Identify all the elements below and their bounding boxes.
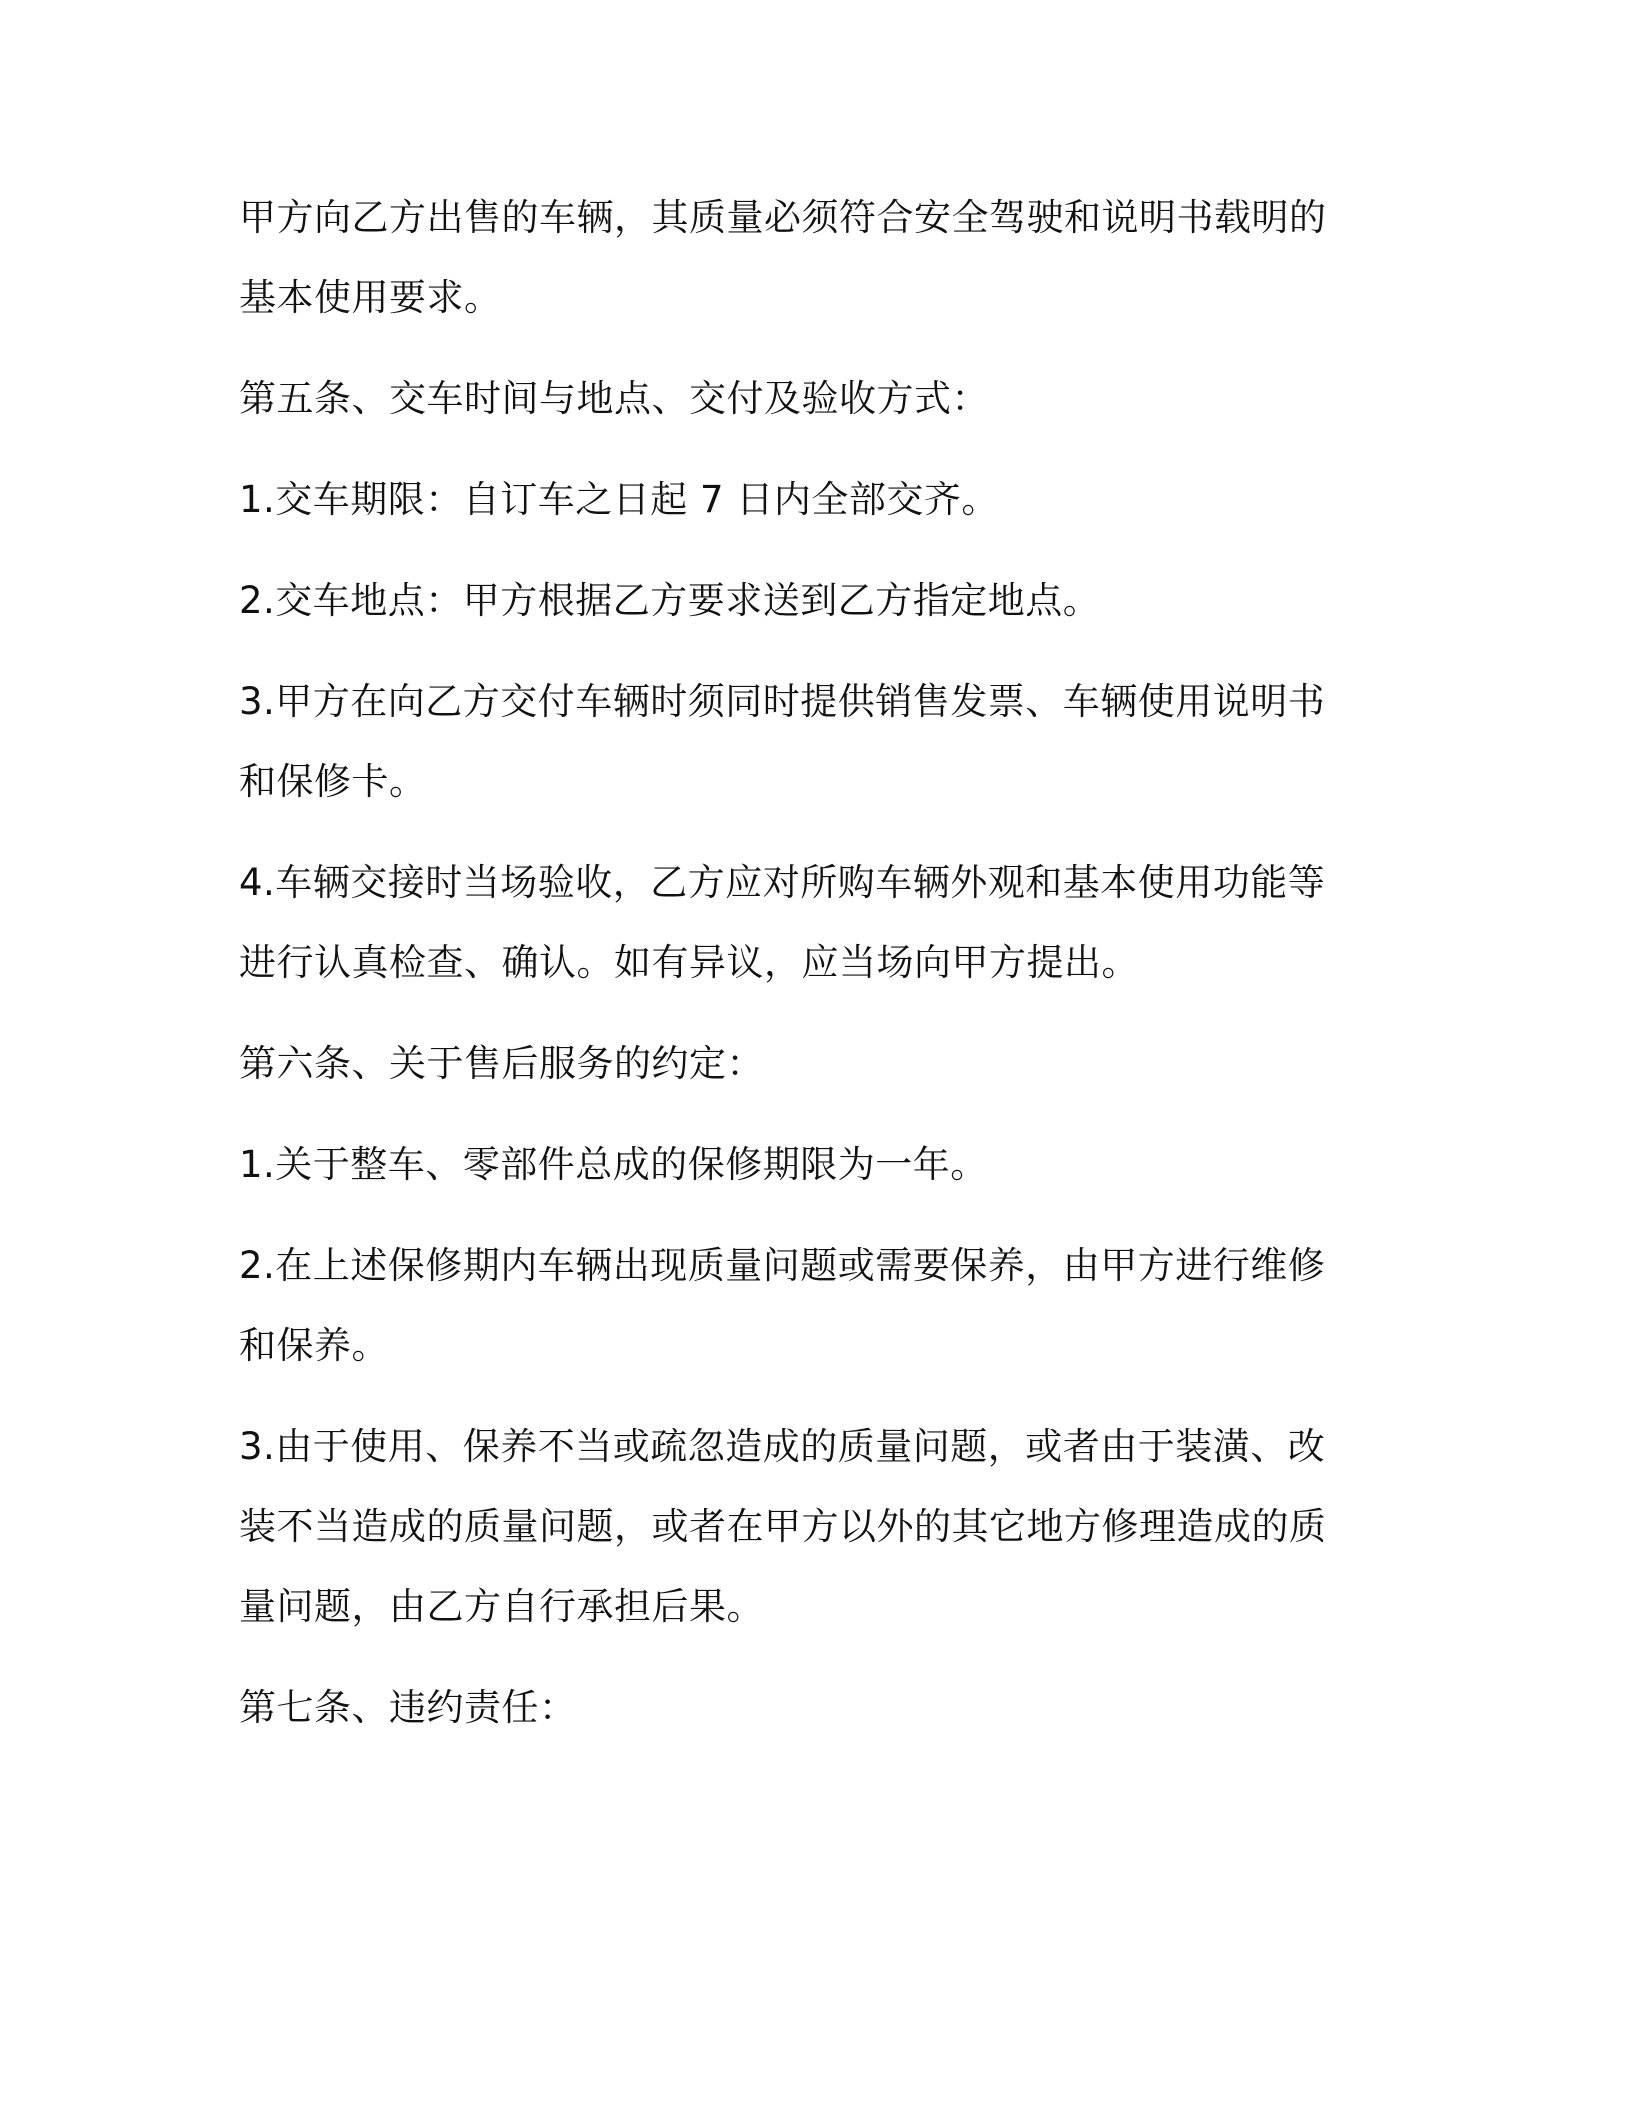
article-5-heading: 第五条、交车时间与地点、交付及验收方式： [239,377,989,420]
article-5-item-4: 4.车辆交接时当场验收，乙方应对所购车辆外观和基本使用功能等进行认真检查、确认。如有异议，应当场向甲方提出。 [239,861,1326,984]
paragraph-quality-requirement: 甲方向乙方出售的车辆，其质量必须符合安全驾驶和说明书载明的基本使用要求。 [239,196,1327,319]
article-7-heading: 第七条、违约责任： [239,1686,577,1729]
document-body [239,178,1359,1769]
article-6-item-2: 2.在上述保修期内车辆出现质量问题或需要保养，由甲方进行维修和保养。 [239,1244,1326,1367]
article-5-item-1: 1.交车期限：自订车之日起 7 日内全部交齐。 [239,478,999,521]
article-6-heading: 第六条、关于售后服务的约定： [239,1042,764,1085]
article-6-item-1: 1.关于整车、零部件总成的保修期限为一年。 [239,1143,988,1186]
article-6-item-3: 3.由于使用、保养不当或疏忽造成的质量问题，或者由于装潢、改装不当造成的质量问题，或者在甲方以外的其它地方修理造成的质量问题，由乙方自行承担后果。 [239,1425,1327,1628]
article-5-item-3: 3.甲方在向乙方交付车辆时须同时提供销售发票、车辆使用说明书和保修卡。 [239,680,1326,803]
article-5-item-2: 2.交车地点：甲方根据乙方要求送到乙方指定地点。 [239,579,1101,622]
